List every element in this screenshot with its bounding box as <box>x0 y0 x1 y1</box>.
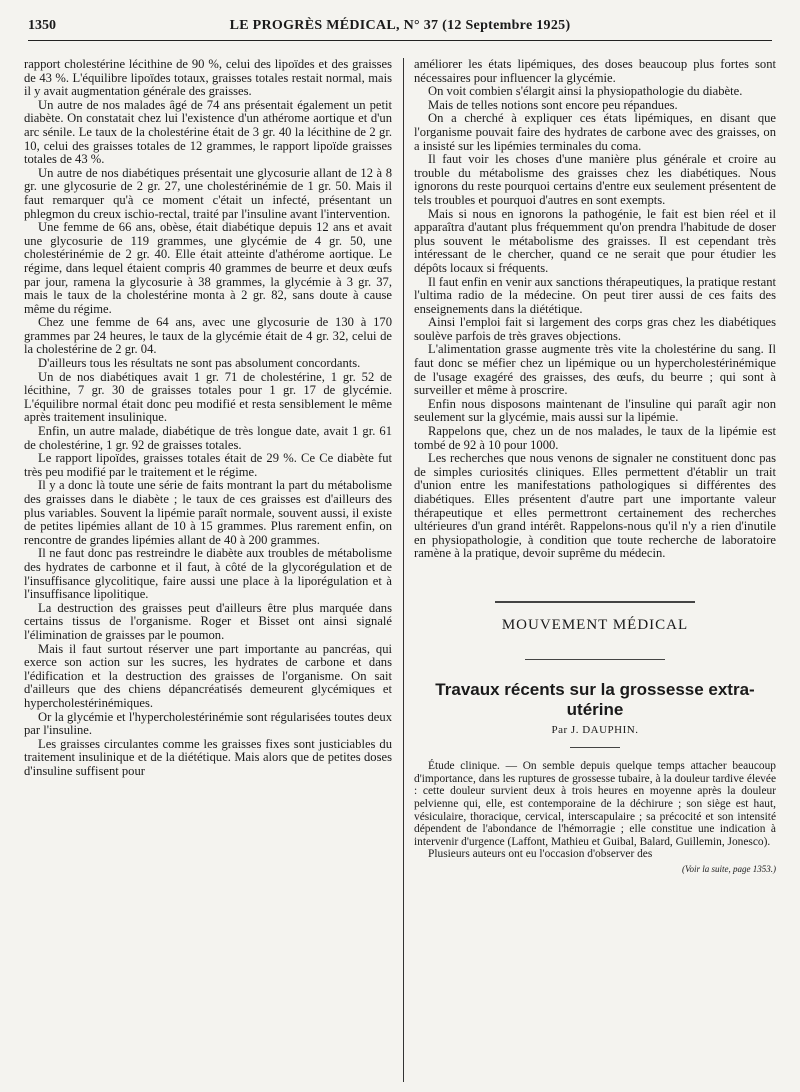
paragraph: Il y a donc là toute une série de faits montrant la part du métabolisme des graisses dans le diabète ; le taux de ces graisses est d'ailleurs des plus variables. Souvent la lipémie paraît normale, souvent aussi, il existe de petites lipémies allant de 10 à 15 grammes. Plus rarement enfin, on rencontre de grandes lipémies allant de 40 à 200 grammes. <box>24 478 392 547</box>
paragraph: Une femme de 66 ans, obèse, était diabétique depuis 12 ans et avait une glycosurie de 119 grammes, une glycémie de 4 gr. 50, une cholestérinémie de 2 gr. 40. Elle était atteinte d'athérome aortique. Le régime, dans lequel étaient compris 40 grammes de beurre et deux œufs par jour, ramena la glycosurie à 38 grammes, la glycémie à 3 gr. 37, mais le taux de la cholestérine monta à 2 gr. 82, sans doute à cause même du régime. <box>24 220 392 316</box>
right-column <box>414 58 776 876</box>
paragraph: Mais il faut surtout réserver une part importante au pancréas, qui exerce son action sur les sucres, les hydrates de carbone et dans l'édification et la destruction des graisses de l'organisme. On sait d'ailleurs que des chiens dépancréatisés demeurent glycémiques et hypercholestérinémiques. <box>24 641 392 710</box>
column-divider <box>403 58 404 1082</box>
page-number: 1350 <box>28 18 56 33</box>
article-body <box>414 760 776 875</box>
page-header <box>28 8 772 46</box>
paragraph: Un de nos diabétiques avait 1 gr. 71 de cholestérine, 1 gr. 52 de lécithine, 7 gr. 30 de graisses totales pour 1 gr. 17 de glycémie. L'équilibre normal était donc peu modifié et resta sensiblement le même après traitement insulinique. <box>24 369 392 425</box>
paragraph: Chez une femme de 64 ans, avec une glycosurie de 130 à 170 grammes par 24 heures, le taux de la glycémie était de 4 gr. 32, celui de la cholestérine de 2 gr. 04. <box>24 315 392 357</box>
paragraph: Un autre de nos malades âgé de 74 ans présentait également un petit diabète. On constatait chez lui l'existence d'un athérome aortique et d'un arc sénile. Le taux de la cholestérine était de 3 gr. 40 la lécithine de 2 gr. 10, celui des graisses totales de 12 grammes, le rapport lipoïde graisses totales de 43 %. <box>24 97 392 167</box>
paragraph: améliorer les états lipémiques, des doses beaucoup plus fortes sont nécessaires pour influencer la glycémie. <box>414 57 776 85</box>
section-divider <box>495 601 695 603</box>
byline-rule <box>570 747 620 748</box>
paragraph: Mais de telles notions sont encore peu répandues. <box>428 97 678 112</box>
paragraph: Mais si nous en ignorons la pathogénie, le fait est bien réel et il apparaîtra d'autant plus fréquemment qu'on prendra l'habitude de doser plus souvent le métabolisme des graisses. Il est cependant très intéressant de le chercher, quand ce ne serait que pour étudier les dépôts locaux si fréquents. <box>414 206 776 275</box>
paragraph: Or la glycémie et l'hypercholestérinémie sont régularisées toutes deux par l'insuline. <box>24 709 392 738</box>
article-paragraph: Étude clinique. — On semble depuis quelque temps attacher beaucoup d'importance, dans les ruptures de grossesse tubaire, à la douleur tardive élevée : cette douleur survient deux à trois heures en moyenne après la douleur pelvienne qui, elle, est contemporaine de la déchirure ; son siège est haut, vésiculaire, thoracique, cervical, interscapulaire ; sa précocité et son intensité dépendent de l'abondance de l'hémorragie ; elle constitue une indication à intervenir d'urgence (Laffont, Mathieu et Guibal, Balard, Guillemin, Jonesco). <box>414 760 776 848</box>
paragraph: D'ailleurs tous les résultats ne sont pas absolument concordants. <box>38 356 361 371</box>
paragraph: Enfin nous disposons maintenant de l'insuline qui paraît agir non seulement sur la glycémie, mais aussi sur la lipémie. <box>414 396 776 425</box>
article-title: Travaux récents sur la grossesse extra-utérine <box>435 679 755 719</box>
paragraph: L'alimentation grasse augmente très vite la cholestérine du sang. Il faut donc se méfier chez un lipémique ou un hypercholestérinémique de l'usage exagéré des graisses, des œufs, du beurre ; qui sont à surveiller et même à proscrire. <box>414 342 776 398</box>
section-rule <box>525 659 665 660</box>
paragraph: Le rapport lipoïdes, graisses totales était de 29 %. Ce Ce diabète fut très peu modifié par le traitement et le régime. <box>24 451 392 479</box>
paragraph: Il faut enfin en venir aux sanctions thérapeutiques, la pratique restant l'ultima radio de la médecine. On peut tirer aussi de ces faits des enseignements dans la diététique. <box>414 274 776 316</box>
running-head: LE PROGRÈS MÉDICAL, N° 37 (12 Septembre 1925) <box>229 18 571 33</box>
paragraph: La destruction des graisses peut d'ailleurs être plus marquée dans certains tissus de l'organisme. Roger et Bisset ont ainsi signalé l'élimination de graisses par le poumon. <box>24 600 392 642</box>
paragraph: Les graisses circulantes comme les graisses fixes sont justiciables du traitement insulinique et de la diététique. Mais alors que de petites doses d'insuline suffisent pour <box>24 736 392 778</box>
paragraph: Rappelons que, chez un de nos malades, le taux de la lipémie est tombé de 92 à 10 pour 1000. <box>414 424 776 452</box>
paragraph: Enfin, un autre malade, diabétique de très longue date, avait 1 gr. 61 de cholestérine, 1 gr. 92 de graisses totales. <box>24 424 392 452</box>
paragraph: Ainsi l'emploi fait si largement des corps gras chez les diabétiques soulève parfois de très graves objections. <box>414 315 776 343</box>
paragraph: Les recherches que nous venons de signaler ne constituent donc pas de simples curiosités cliniques. Elles permettent d'établir un trait d'union entre les manifestations pathologiques si différentes des diabétiques. Elles présentent d'autre part une importante valeur thérapeutique et elles permettront certainement des recherches ultérieures d'un grand intérêt. Rappelons-nous qu'il n'y a rien d'inutile en physiopathologie, à condition que toute recherche de laboratoire ramène à la pratique, devoir suprême du médecin. <box>414 451 776 561</box>
header-rule <box>28 40 772 41</box>
paragraph: Il ne faut donc pas restreindre le diabète aux troubles de métabolisme des hydrates de carbonne et il faut, à côté de la glycorégulation et de l'insuffisance glycolitique, faire aussi une place à la liporégulation et à l'insuffisance lipolitique. <box>24 546 392 602</box>
continuation-note: (Voir la suite, page 1353.) <box>682 863 776 874</box>
paragraph: On voit combien s'élargit ainsi la physiopathologie du diabète. <box>428 84 743 99</box>
paragraph: rapport cholestérine lécithine de 90 %, celui des lipoïdes et des graisses de 43 %. L'équilibre lipoïdes totaux, graisses totales restait normal, mais il y avait augmentation générale des graisses. <box>24 57 392 99</box>
article-byline: Par J. DAUPHIN. <box>551 723 639 736</box>
paragraph: Un autre de nos diabétiques présentait une glycosurie allant de 12 à 8 gr. une glycosurie de 2 gr. 27, une cholestérinémie de 1 gr. 50. Mais il faut remarquer qu'à ce moment c'était un infecté, présentant un phlegmon du creux ischio-rectal, traité par l'insuline avant l'intervention. <box>24 165 392 221</box>
left-column <box>24 58 392 778</box>
paragraph: On a cherché à expliquer ces états lipémiques, en disant que l'organisme pouvait faire des hydrates de carbone avec des graisses, on a insisté sur les lipémies terminales du coma. <box>414 111 776 153</box>
paragraph: Il faut voir les choses d'une manière plus générale et croire au trouble du métabolisme des graisses chez les diabétiques. Nous ignorons du reste pourquoi certains d'entre eux seulement présentent de tels troubles et pourquoi d'autres en sont exempts. <box>414 152 776 207</box>
article-paragraph: Plusieurs auteurs ont eu l'occasion d'observer des <box>428 848 653 861</box>
section-title: MOUVEMENT MÉDICAL <box>501 616 689 633</box>
